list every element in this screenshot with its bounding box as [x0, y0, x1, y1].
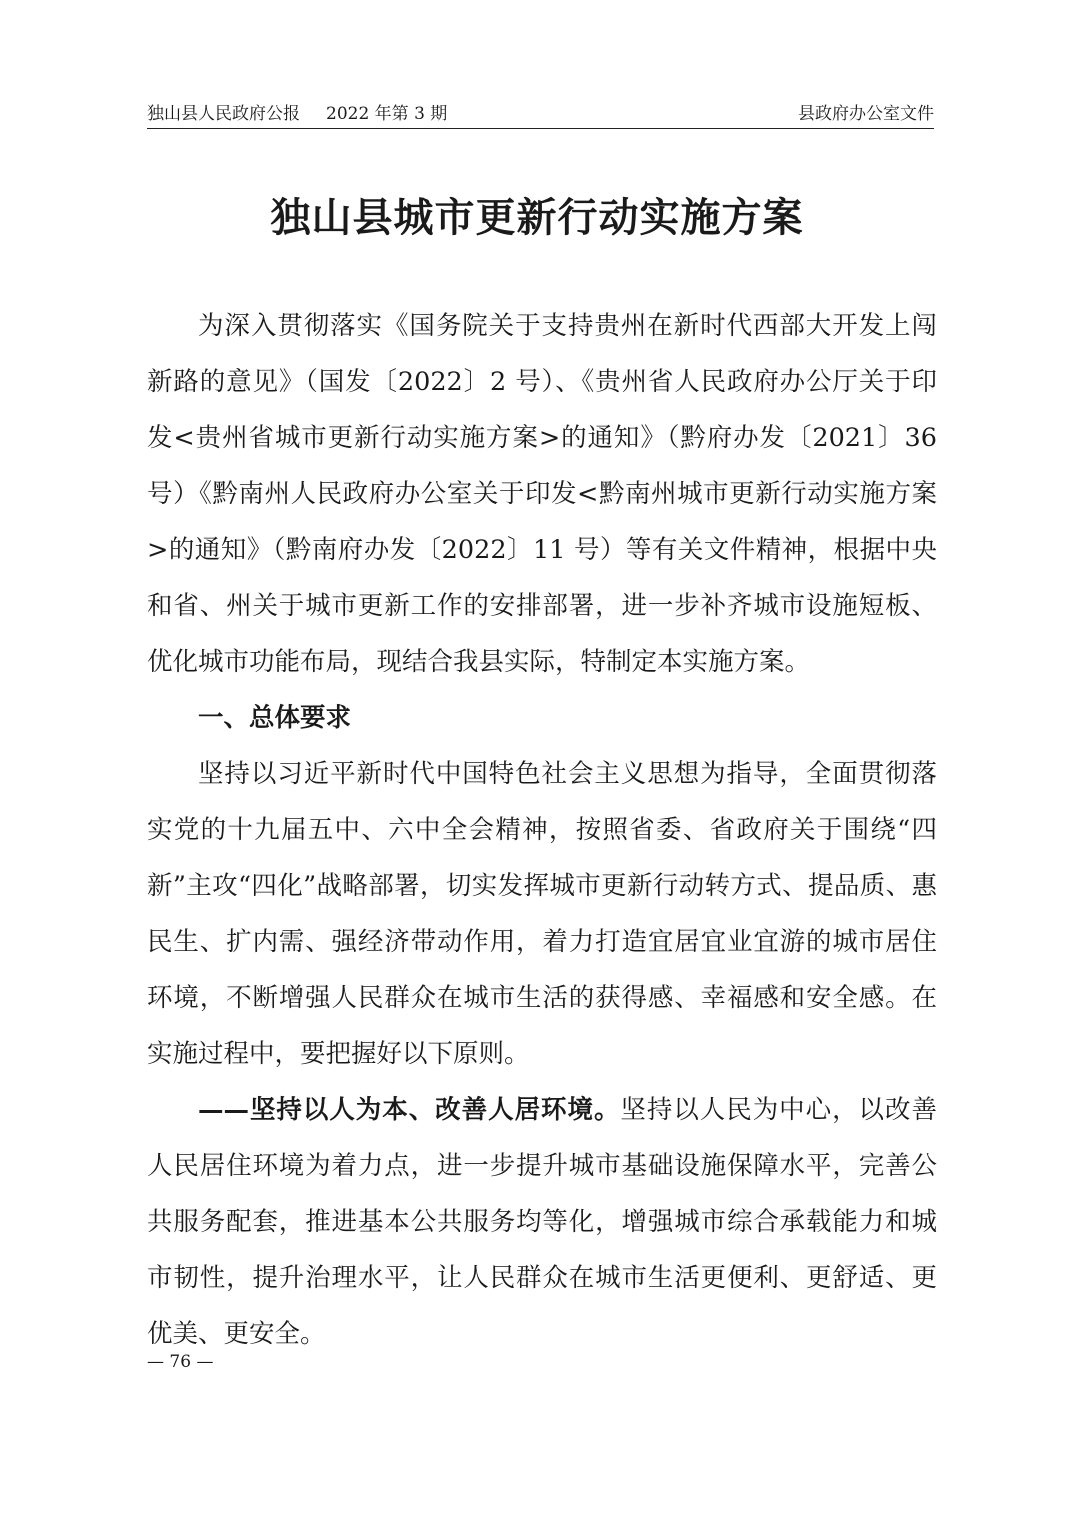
publication-name: 独山县人民政府公报 [147, 104, 300, 124]
section-paragraph: 坚持以习近平新时代中国特色社会主义思想为指导，全面贯彻落实党的十九届五中、六中全会精神，按照省委、省政府关于围绕“四新”主攻“四化”战略部署，切实发挥城市更新行动转方式、提品质、惠民生、扩内需、强经济带动作用，着力打造宜居宜业宜游的城市居住环境，不断增强人民群众在城市生活的获得感、幸福感和安全感。在实施过程中，要把握好以下原则。 [147, 759, 937, 1069]
document-category: 县政府办公室文件 [798, 104, 934, 124]
principle-text: 坚持以人民为中心，以改善人民居住环境为着力点，进一步提升城市基础设施保障水平，完善公共服务配套，推进基本公共服务均等化，增强城市综合承载能力和城市韧性，提升治理水平，让人民群众在城市生活更便利、更舒适、更优美、更安全。 [147, 1095, 937, 1349]
intro-paragraph: 为深入贯彻落实《国务院关于支持贵州在新时代西部大开发上闯新路的意见》（国发〔2022〕2 号）、《贵州省人民政府办公厅关于印发<贵州省城市更新行动实施方案>的通知》（黔府办发〔2021〕36 号）《黔南州人民政府办公室关于印发<黔南州城市更新行动实施方案>的通知》（黔南府办发〔2022〕11 号）等有关文件精神，根据中央和省、州关于城市更新工作的安排部署，进一步补齐城市设施短板、优化城市功能布局，现结合我县实际，特制定本实施方案。 [147, 311, 937, 677]
section-heading: 一、总体要求 [198, 703, 352, 733]
principle-paragraph [147, 1082, 937, 1362]
page-header [147, 100, 934, 129]
document-body [147, 298, 937, 1362]
document-title: 独山县城市更新行动实施方案 [270, 195, 804, 241]
issue-number: 2022 年第 3 期 [326, 104, 448, 124]
principle-lead: ——坚持以人为本、改善人居环境。 [198, 1095, 621, 1125]
page-number: — 76 — [147, 1352, 214, 1372]
header-left [147, 100, 447, 128]
